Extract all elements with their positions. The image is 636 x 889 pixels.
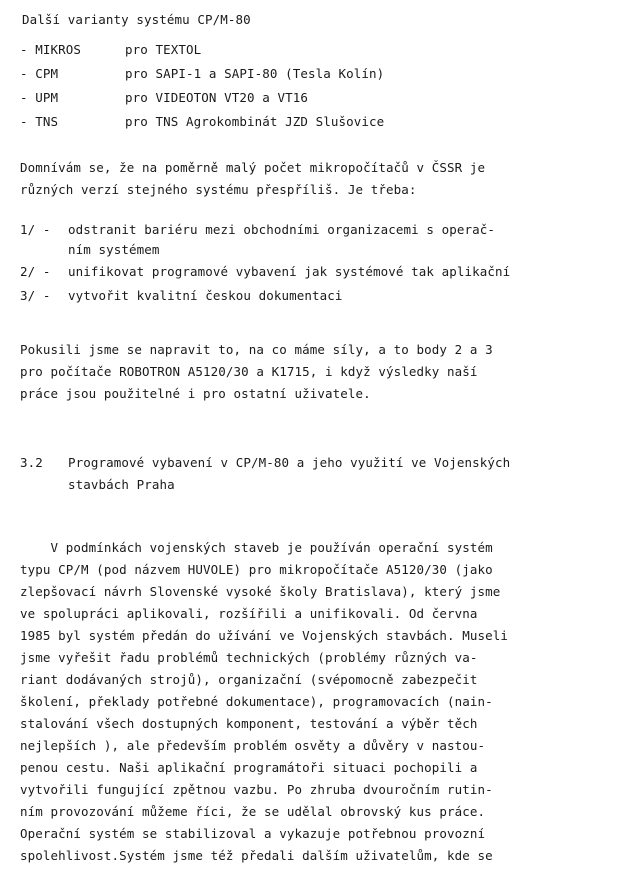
body-line: vytvořili fungující zpětnou vazbu. Po zhruba dvouročním rutin- — [20, 782, 493, 797]
paragraph-line: různých verzí stejného systému přespříliš. Je třeba: — [20, 182, 417, 197]
variant-desc: pro SAPI-1 a SAPI-80 (Tesla Kolín) — [125, 66, 385, 81]
list-item-text: vytvořit kvalitní českou dokumentaci — [68, 288, 343, 303]
body-line: stalování všech dostupných komponent, testování a výběr těch — [20, 716, 478, 731]
paragraph-line: Pokusili jsme se napravit to, na co máme síly, a to body 2 a 3 — [20, 342, 493, 357]
body-line: riant dodávaných strojů), organizační (svépomocně zabezpečit — [20, 672, 478, 687]
body-line: nejlepších ), ale především problém osvěty a důvěry v nastou- — [20, 738, 486, 753]
variant-name: - MIKROS — [20, 42, 82, 57]
body-line: školení, překlady potřebné dokumentace), programovacích (nain- — [20, 694, 493, 709]
list-item — [20, 288, 343, 304]
variant-name: - TNS — [20, 114, 59, 129]
paragraph-line: pro počítače ROBOTRON A5120/30 a K1715, i když výsledky naší — [20, 364, 478, 379]
body-line: ním provozování můžeme říci, že se udělal obrovský kus práce. — [20, 804, 486, 819]
list-item-text: odstranit bariéru mezi obchodními organizacemi s operač- — [68, 222, 496, 237]
variant-line — [20, 90, 308, 106]
list-item-number: 2/ - — [20, 264, 51, 279]
document-heading: Další varianty systému CP/M-80 — [22, 12, 251, 27]
list-item — [20, 264, 510, 280]
body-line: jsme vyřešit řadu problémů technických (problémy různých va- — [20, 650, 478, 665]
section-title-continuation: stavbách Praha — [68, 477, 175, 492]
body-line: penou cestu. Naši aplikační programátoři situaci pochopili a — [20, 760, 478, 775]
list-item — [20, 222, 495, 238]
list-item-number: 1/ - — [20, 222, 51, 237]
list-item-text: unifikovat programové vybavení jak systémové tak aplikační — [68, 264, 511, 279]
variant-desc: pro TNS Agrokombinát JZD Slušovice — [125, 114, 385, 129]
variant-line — [20, 42, 201, 58]
body-line: 1985 byl systém předán do užívání ve Vojenských stavbách. Museli — [20, 628, 509, 643]
list-item-continuation: ním systémem — [68, 242, 160, 257]
variant-line — [20, 114, 384, 130]
body-line: V podmínkách vojenských staveb je používán operační systém — [20, 540, 493, 555]
paragraph-line: Domnívám se, že na poměrně malý počet mikropočítačů v ČSSR je — [20, 160, 486, 175]
variant-desc: pro VIDEOTON VT20 a VT16 — [125, 90, 309, 105]
variant-line — [20, 66, 384, 82]
variant-name: - UPM — [20, 90, 59, 105]
section-title: Programové vybavení v CP/M-80 a jeho využití ve Vojenských — [68, 455, 511, 470]
body-line: ve spolupráci aplikovali, rozšířili a unifikovali. Od června — [20, 606, 478, 621]
paragraph-line: práce jsou použitelné i pro ostatní uživatele. — [20, 386, 371, 401]
variant-desc: pro TEXTOL — [125, 42, 202, 57]
section-heading — [20, 455, 510, 471]
variant-name: - CPM — [20, 66, 59, 81]
body-line: typu CP/M (pod názvem HUVOLE) pro mikropočítače A5120/30 (jako — [20, 562, 493, 577]
body-line: spolehlivost.Systém jsme též předali dalším uživatelům, kde se — [20, 848, 493, 863]
body-line: zlepšovací návrh Slovenské vysoké školy Bratislava), který jsme — [20, 584, 501, 599]
body-line: Operační systém se stabilizoval a vykazuje potřebnou provozní — [20, 826, 486, 841]
list-item-number: 3/ - — [20, 288, 51, 303]
section-number: 3.2 — [20, 455, 43, 470]
